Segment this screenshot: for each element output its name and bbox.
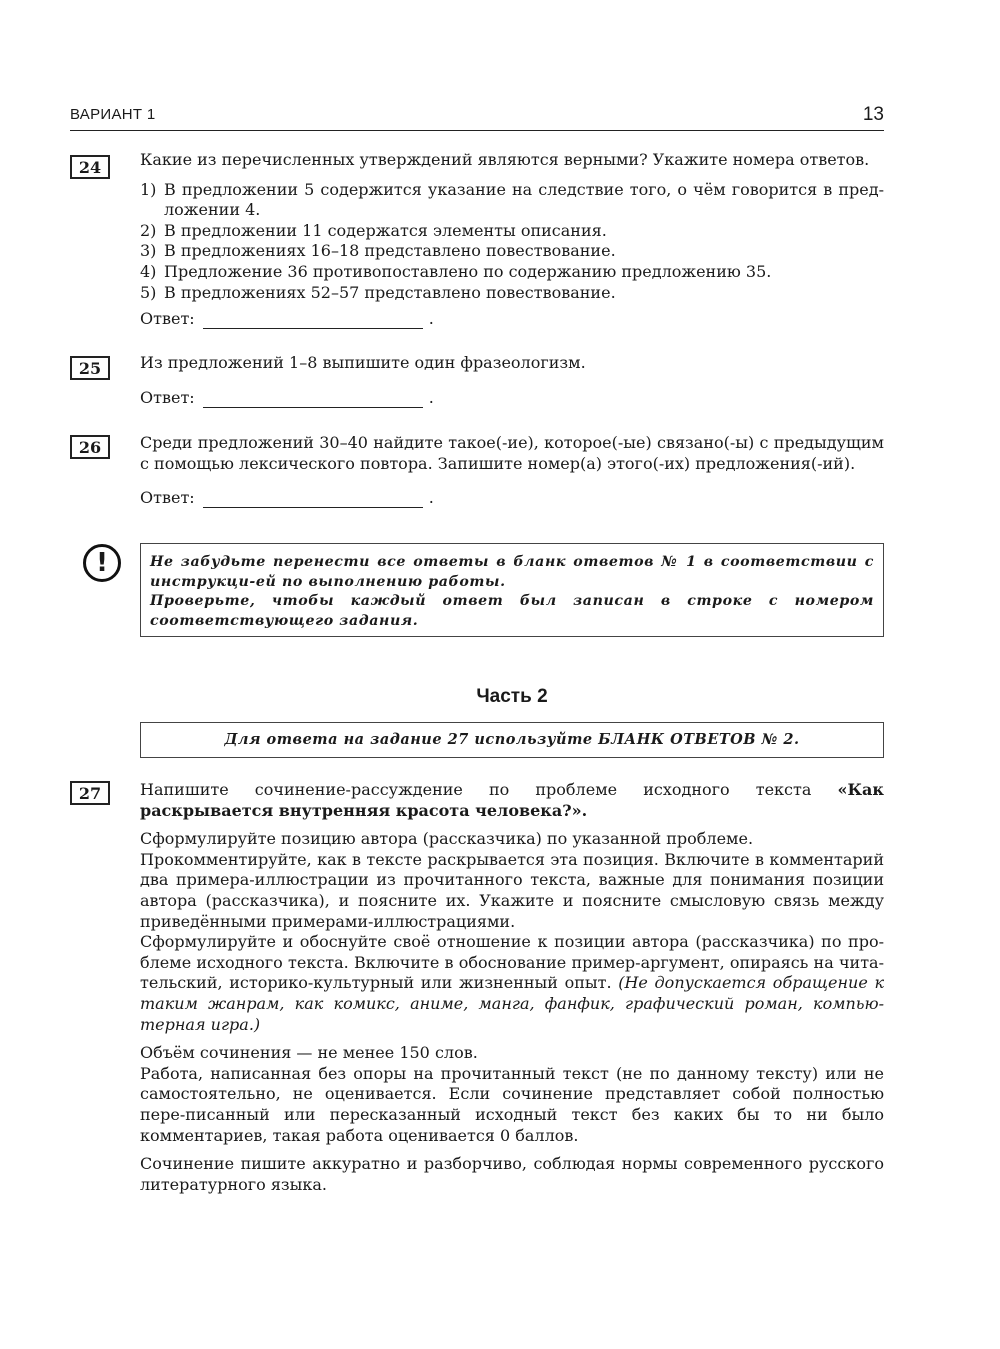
task-24-options xyxy=(140,180,884,304)
task-24-option: 3) В предложениях 16–18 представлено повествование. xyxy=(140,241,616,261)
header-divider xyxy=(70,130,884,131)
task-27-paragraph: Сформулируйте и обоснуйте своё отношение к позиции автора (рассказчика) по про-блеме исходного текста. Включите в обоснование пример-аргумент, опираясь на чита-тельский, историко-культурный или жизненный опыт. (Не допускается обращение к таким жанрам, как комикс, аниме, манга, фанфик, графический роман, компью-терная игра.) xyxy=(140,932,884,1034)
exclamation-icon: ! xyxy=(83,544,121,582)
notice-box xyxy=(140,543,884,637)
answer-line[interactable] xyxy=(203,393,423,408)
task-number-26: 26 xyxy=(70,435,110,459)
answer-label: Ответ: xyxy=(140,309,195,328)
part-title: Часть 2 xyxy=(476,686,548,707)
task-number-24: 24 xyxy=(70,155,110,179)
task-27-paragraph: Сформулируйте позицию автора (рассказчика) по указанной проблеме. xyxy=(140,829,754,849)
task-27-problem: «Как раскрывается внутренняя красота человека?» xyxy=(140,780,884,820)
running-header: ВАРИАНТ 1 xyxy=(70,106,156,123)
task-24-answer: Ответ: . xyxy=(140,309,434,328)
task-27-paragraph: Прокомментируйте, как в тексте раскрывается эта позиция. Включите в комментарий два примера-иллюстрации из прочитанного текста, важные для понимания позиции автора (рассказчика), и поясните их. Укажите и поясните смысловую связь между приведёнными примерами-иллюстрациями. xyxy=(140,849,884,931)
task-24-option: 1) В предложении 5 содержится указание на следствие того, о чём говорится в пред-ложении 4. xyxy=(140,179,884,220)
answer-label: Ответ: xyxy=(140,488,195,507)
notice-line-2: Проверьте, чтобы каждый ответ был записан в строке с номером соответствующего задания. xyxy=(150,593,874,629)
task-number-27: 27 xyxy=(70,781,110,805)
task-24-question: Какие из перечисленных утверждений являются верными? Укажите номера ответов. xyxy=(140,150,870,169)
page-number: 13 xyxy=(862,104,884,125)
notice-line-1: Не забудьте перенести все ответы в бланк ответов № 1 в соответствии с инструкци-ей по выполнению работы. xyxy=(150,554,874,590)
task-26-question: Среди предложений 30–40 найдите такое(-ие), которое(-ые) связано(-ы) с предыдущим с помощью лексического повтора. Запишите номер(а) этого(-их) предложения(-ий). xyxy=(140,433,884,473)
answer-line[interactable] xyxy=(203,493,423,508)
task-number-25: 25 xyxy=(70,356,110,380)
task-25-answer: Ответ: . xyxy=(140,388,434,407)
answer-label: Ответ: xyxy=(140,388,195,407)
task-27-intro: Напишите сочинение-рассуждение по проблеме исходного текста «Как раскрывается внутренняя красота человека?». xyxy=(140,780,884,820)
task-27-body xyxy=(140,780,884,1195)
task-24-option: 2) В предложении 11 содержатся элементы описания. xyxy=(140,220,607,240)
task-24-body xyxy=(140,150,884,303)
task-27-paragraph: Работа, написанная без опоры на прочитанный текст (не по данному тексту) или не самостоятельно, не оценивается. Если сочинение представляет собой полностью пере-писанный или пересказанный исходный текст без каких бы то ни было комментариев, такая работа оценивается 0 баллов. xyxy=(140,1063,884,1145)
task-27-paragraph: Сочинение пишите аккуратно и разборчиво, соблюдая нормы современного русского литературного языка. xyxy=(140,1154,884,1194)
answer-line[interactable] xyxy=(203,314,423,329)
task-27-paragraph: Объём сочинения — не менее 150 слов. xyxy=(140,1043,478,1063)
task-24-option: 5) В предложениях 52–57 представлено повествование. xyxy=(140,282,616,302)
task-24-option: 4) Предложение 36 противопоставлено по содержанию предложению 35. xyxy=(140,261,772,281)
part-instruction: Для ответа на задание 27 используйте БЛАНК ОТВЕТОВ № 2. xyxy=(140,722,884,758)
task-25-question: Из предложений 1–8 выпишите один фразеологизм. xyxy=(140,353,586,372)
task-26-answer: Ответ: . xyxy=(140,488,434,507)
